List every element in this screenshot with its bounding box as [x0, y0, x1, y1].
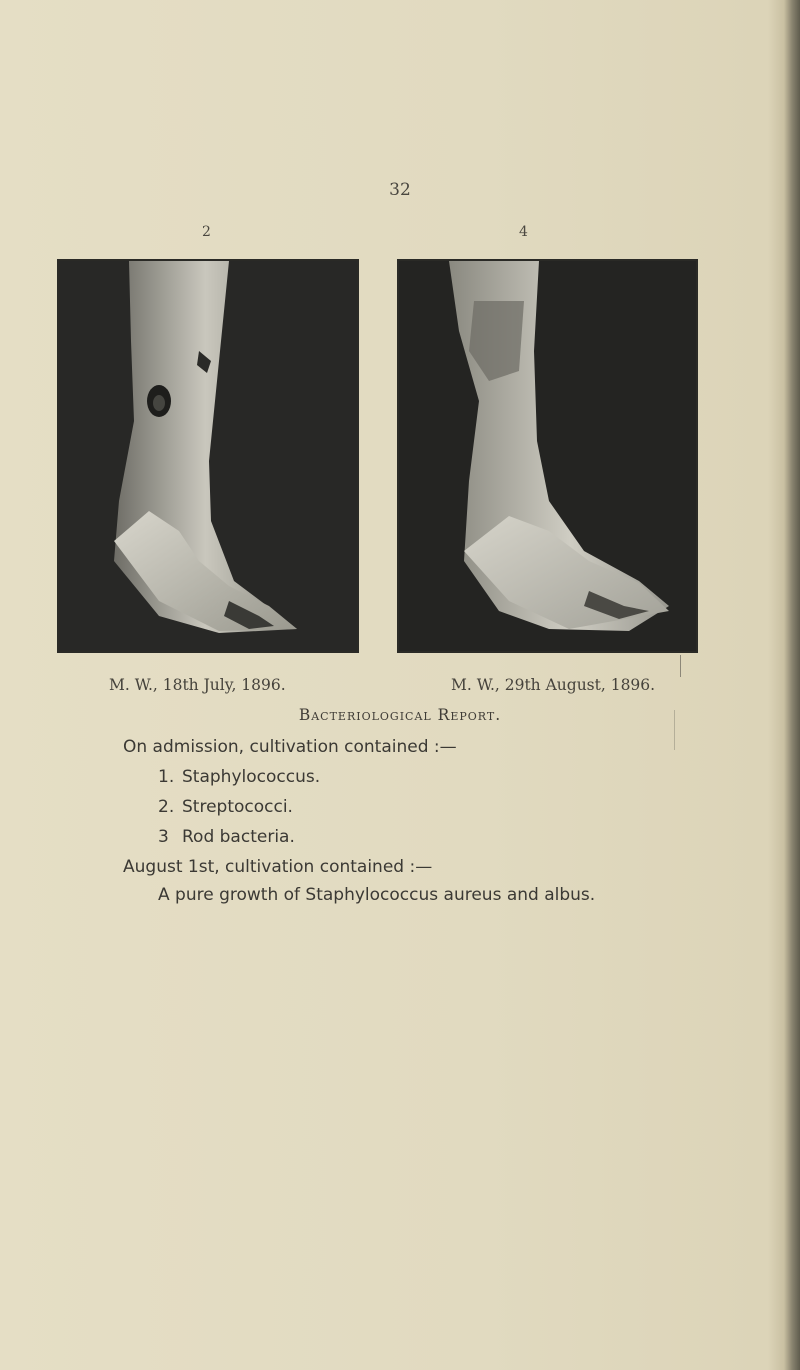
culture-item — [158, 797, 293, 817]
report-title-text: Bacteriological Report. — [298, 706, 502, 724]
paper-mark — [680, 655, 681, 677]
item-text: Rod bacteria. — [182, 827, 295, 847]
item-number: 3 — [158, 827, 169, 847]
item-text: Streptococci. — [182, 797, 293, 817]
item-text: Staphylococcus. — [182, 767, 321, 787]
caption-left: M. W., 18th July, 1896. — [109, 676, 286, 694]
page-number: 32 — [389, 180, 411, 200]
august-line: August 1st, cultivation contained :— — [123, 857, 433, 877]
item-number: 2. — [158, 797, 175, 817]
healed-leg-photo — [397, 259, 698, 653]
plate-number-right: 4 — [519, 224, 528, 240]
paper-mark — [674, 710, 675, 750]
culture-item — [158, 827, 295, 847]
caption-right: M. W., 29th August, 1896. — [451, 676, 656, 694]
admission-line: On admission, cultivation contained :— — [123, 737, 457, 757]
item-number: 1. — [158, 767, 175, 787]
report-title — [0, 706, 800, 724]
culture-item — [158, 767, 320, 787]
august-result: A pure growth of Staphylococcus aureus and albus. — [158, 885, 596, 905]
plate-number-left: 2 — [202, 224, 211, 240]
leg-ulcer-photo — [57, 259, 359, 653]
